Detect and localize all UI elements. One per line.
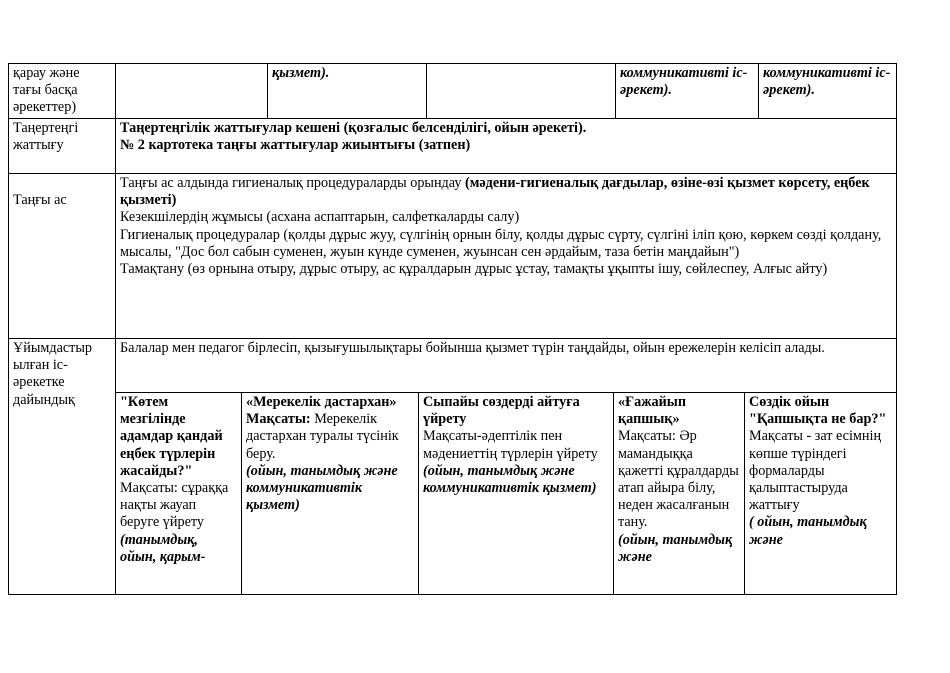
- game-tag-2: (ойын, танымдық және коммуникативтік қызмет): [246, 462, 398, 514]
- game-goal-5: Мақсаты - зат есімнің көпше түріндегі формаларды қалыптастыруда жаттығу: [749, 428, 882, 514]
- game-tag-4: (ойын, танымдық және: [618, 531, 733, 565]
- game-cell-1: [116, 393, 241, 594]
- breakfast-p1-text: Таңғы ас алдында гигиеналық процедураларды орындау: [120, 175, 465, 191]
- table-border: [426, 63, 427, 119]
- organized-label: Ұйымдастыр ылған іс-әрекетке дайындық: [13, 340, 92, 408]
- game-title-1: "Көтем мезгілінде адамдар қандай еңбек түрлерін жасайды?": [120, 394, 223, 479]
- morning-exercise-line2: № 2 картотека таңғы жаттығулар жиынтығы (затпен): [120, 137, 471, 154]
- organized-intro-cell: [116, 339, 896, 392]
- game-title-2: «Мерекелік дастархан»: [246, 394, 397, 410]
- organized-label-cell: [9, 339, 115, 594]
- game-goal-2: [246, 411, 414, 463]
- row1-text-5: коммуникативті іс-әрекет).: [763, 65, 891, 99]
- breakfast-label-cell: [9, 191, 115, 221]
- table-border: [8, 594, 896, 595]
- breakfast-p2: Кезекшілердің жұмысы (асхана аспаптарын, салфеткаларды салу): [120, 209, 520, 226]
- organized-intro: Балалар мен педагог бірлесіп, қызығушылықтары бойынша қызмет түрін таңдайды, ойын ережелерін келісіп алады.: [120, 340, 825, 356]
- game-title-4: «Ғажайып қапшық»: [618, 394, 687, 428]
- row1-cell-5: [759, 64, 896, 118]
- game-tag-3: (ойын, танымдық және коммуникативтік қызмет): [423, 462, 597, 497]
- game-title-5: Сөздік ойын "Қапшықта не бар?": [749, 394, 887, 428]
- game-cell-5: [745, 393, 896, 594]
- breakfast-p1: [120, 175, 892, 209]
- game-goal-1: Мақсаты: сұраққа нақты жауап беруге үйрету: [120, 480, 229, 531]
- morning-exercise-line1: Таңертеңгілік жаттығулар кешені (қозғалыс белсенділігі, ойын әрекеті).: [120, 120, 587, 136]
- game-goal-4: Мақсаты: Әр мамандыққа қажетті құралдарды атап айыра білу, неден жасалғанын тану.: [618, 428, 739, 531]
- game-goal-label-2: Мақсаты:: [246, 411, 311, 428]
- game-cell-2: [242, 393, 418, 594]
- morning-exercise-label: Таңертеңгі жаттығу: [13, 120, 79, 154]
- row1-cell-4: [616, 64, 758, 118]
- morning-exercise-label-cell: [9, 119, 115, 173]
- game-goal-text-2: Мерекелік дастархан туралы түсінік беру.: [246, 411, 399, 462]
- game-cell-3: [419, 393, 613, 594]
- game-goal-3: Мақсаты-әдептілік пен мәдениеттің түрлерін үйрету: [423, 428, 598, 462]
- breakfast-label: Таңғы ас: [13, 192, 67, 208]
- row1-text-4: коммуникативті іс-әрекет).: [620, 65, 748, 99]
- game-tag-5: ( ойын, танымдық және: [749, 514, 867, 548]
- breakfast-content-cell: [116, 174, 896, 338]
- row1-label: қарау және тағы басқа әрекеттер): [13, 65, 80, 116]
- row1-text-2: қызмет).: [272, 65, 330, 81]
- game-title-3: Сыпайы сөздерді айтуға үйрету: [423, 394, 580, 428]
- breakfast-p1-bold: (мәдени-гигиеналық дағдылар, өзіне-өзі қызмет көрсету, еңбек қызметі): [120, 175, 870, 209]
- game-cell-4: [614, 393, 744, 594]
- breakfast-p3: Гигиеналық процедуралар (қолды дұрыс жуу, сүлгінің орнын білу, қолды дұрыс сүрту, сүлгіні іліп қою, көркем сөзді қолдану, мысалы, "Дос бол сабын суменен, жуын күнде суменен, жуынсан сен әрдайым, таза бетін маңдайын"): [120, 226, 882, 260]
- game-tag-1: (танымдық, ойын, қарым-: [120, 531, 206, 565]
- morning-exercise-content-cell: [116, 119, 896, 173]
- breakfast-p4: Тамақтану (өз орнына отыру, дұрыс отыру, ас құралдарын дұрыс ұстау, тамақты ұқыпты ішу, сөйлеспеу, Алғыс айту): [120, 261, 828, 278]
- row1-label-cell: [9, 64, 115, 118]
- table-border: [896, 63, 897, 595]
- row1-cell-2: [268, 64, 426, 118]
